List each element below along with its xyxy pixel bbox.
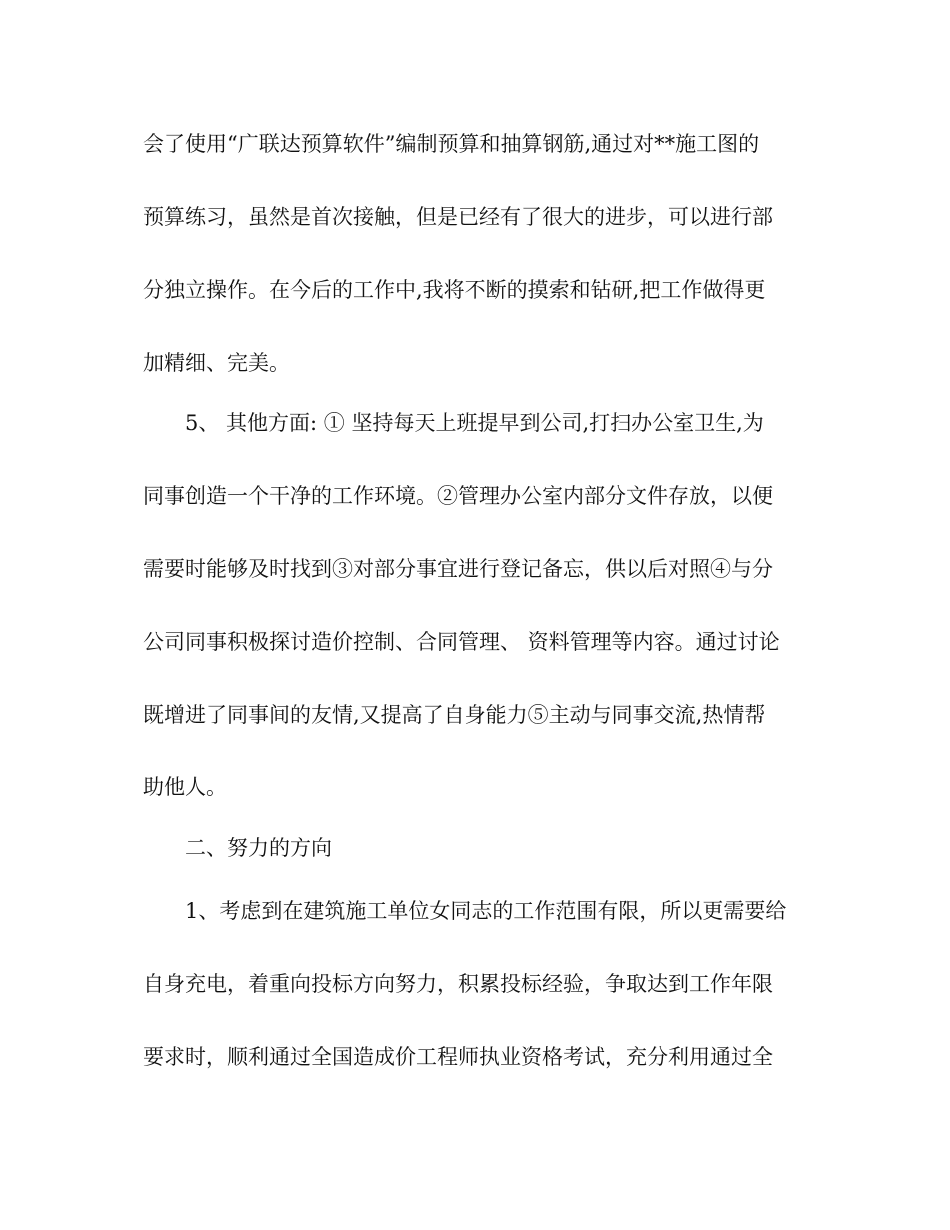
- text-line: 既增进了同事间的友情,又提高了自身能力⑤主动与同事交流,热情帮: [143, 703, 766, 727]
- text-line: 公司同事积极探讨造价控制、合同管理、 资料管理等内容。通过讨论: [143, 630, 780, 654]
- text-line: 加精细、完美。: [143, 351, 290, 375]
- text-line: 同事创造一个干净的工作环境。②管理办公室内部分文件存放，以便: [143, 484, 773, 508]
- text-line: 预算练习，虽然是首次接触，但是已经有了很大的进步，可以进行部: [143, 205, 773, 229]
- text-line: 1、考虑到在建筑施工单位女同志的工作范围有限，所以更需要给: [185, 899, 787, 923]
- text-line: 分独立操作。在今后的工作中,我将不断的摸索和钻研,把工作做得更: [143, 278, 766, 302]
- text-line: 自身充电，着重向投标方向努力，积累投标经验，争取达到工作年限: [143, 972, 773, 996]
- text-line: 需要时能够及时找到③对部分事宜进行登记备忘，供以后对照④与分: [143, 557, 773, 581]
- text-line: 5、 其他方面: ① 坚持每天上班提早到公司,打扫办公室卫生,为: [185, 411, 764, 435]
- section-heading: 二、努力的方向: [185, 836, 332, 860]
- text-line: 会了使用“广联达预算软件”编制预算和抽算钢筋,通过对**施工图的: [143, 132, 760, 156]
- text-line: 要求时，顺利通过全国造成价工程师执业资格考试，充分利用通过全: [143, 1045, 773, 1069]
- text-line: 助他人。: [143, 775, 227, 799]
